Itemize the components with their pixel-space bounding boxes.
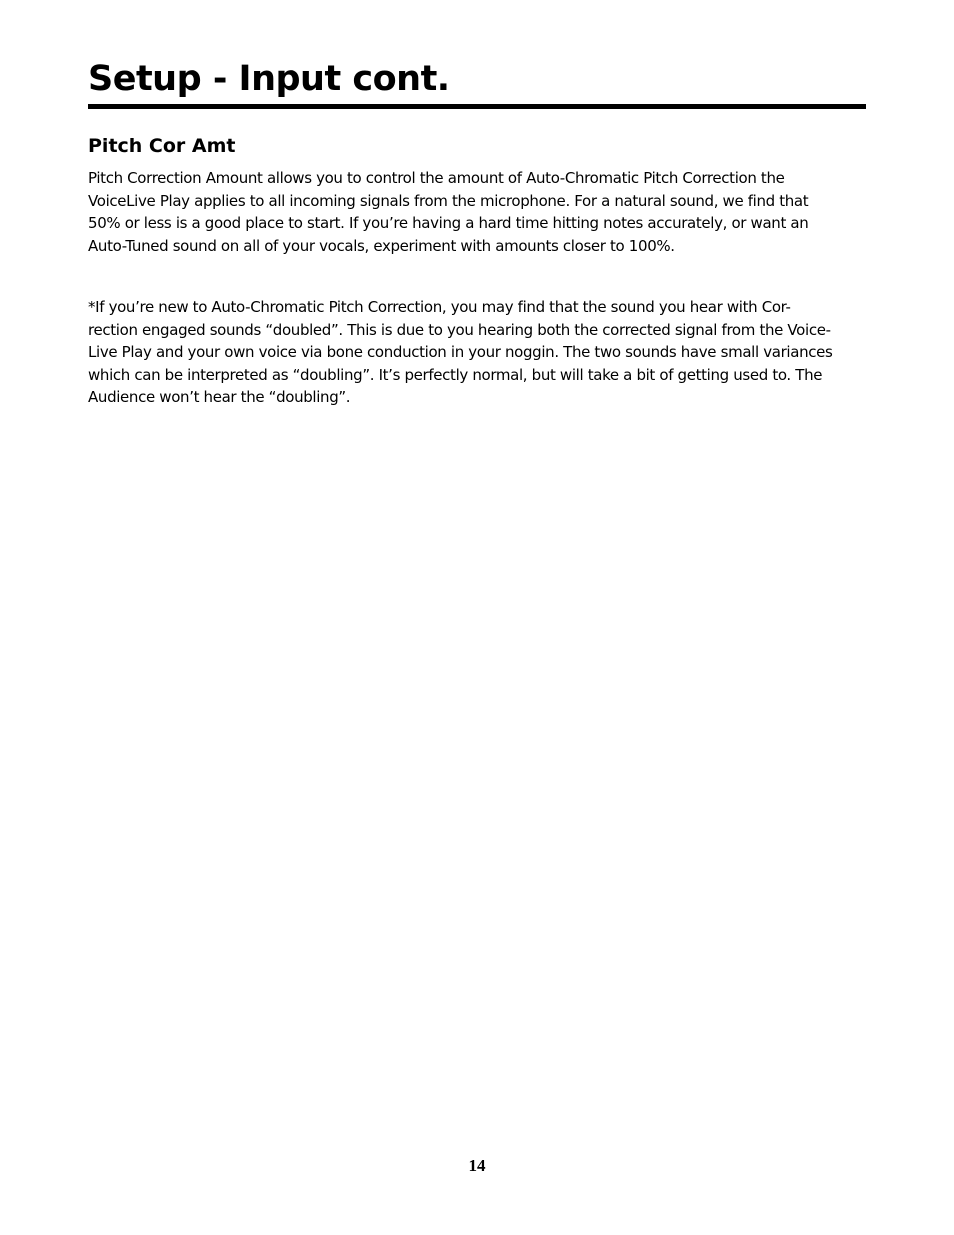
- text-line: VoiceLive Play applies to all incoming signals from the microphone. For a natural sound, we find that: [88, 191, 809, 210]
- text-line: *If you’re new to Auto-Chromatic Pitch Correction, you may find that the sound you hear with Cor-: [88, 298, 791, 316]
- text-line: Auto-Tuned sound on all of your vocals, experiment with amounts closer to 100%.: [88, 236, 675, 255]
- text-line: rection engaged sounds “doubled”. This is due to you hearing both the corrected signal from the Voice-: [88, 320, 831, 339]
- doubling-note: [88, 296, 832, 409]
- page-number: 14: [468, 1156, 486, 1175]
- text-line: Live Play and your own voice via bone conduction in your noggin. The two sounds have small variances: [88, 343, 833, 361]
- text-line: which can be interpreted as “doubling”. It’s perfectly normal, but will take a bit of getting used to. The: [88, 365, 823, 384]
- pitch-correction-description: [88, 167, 808, 257]
- text-line: Pitch Correction Amount allows you to control the amount of Auto-Chromatic Pitch Correction the: [88, 169, 785, 187]
- title-divider: [88, 104, 866, 109]
- text-line: 50% or less is a good place to start. If you’re having a hard time hitting notes accurately, or want an: [88, 214, 809, 232]
- page-title: Setup - Input cont.: [88, 59, 450, 99]
- text-line: Audience won’t hear the “doubling”.: [88, 388, 351, 406]
- section-heading: Pitch Cor Amt: [88, 135, 236, 157]
